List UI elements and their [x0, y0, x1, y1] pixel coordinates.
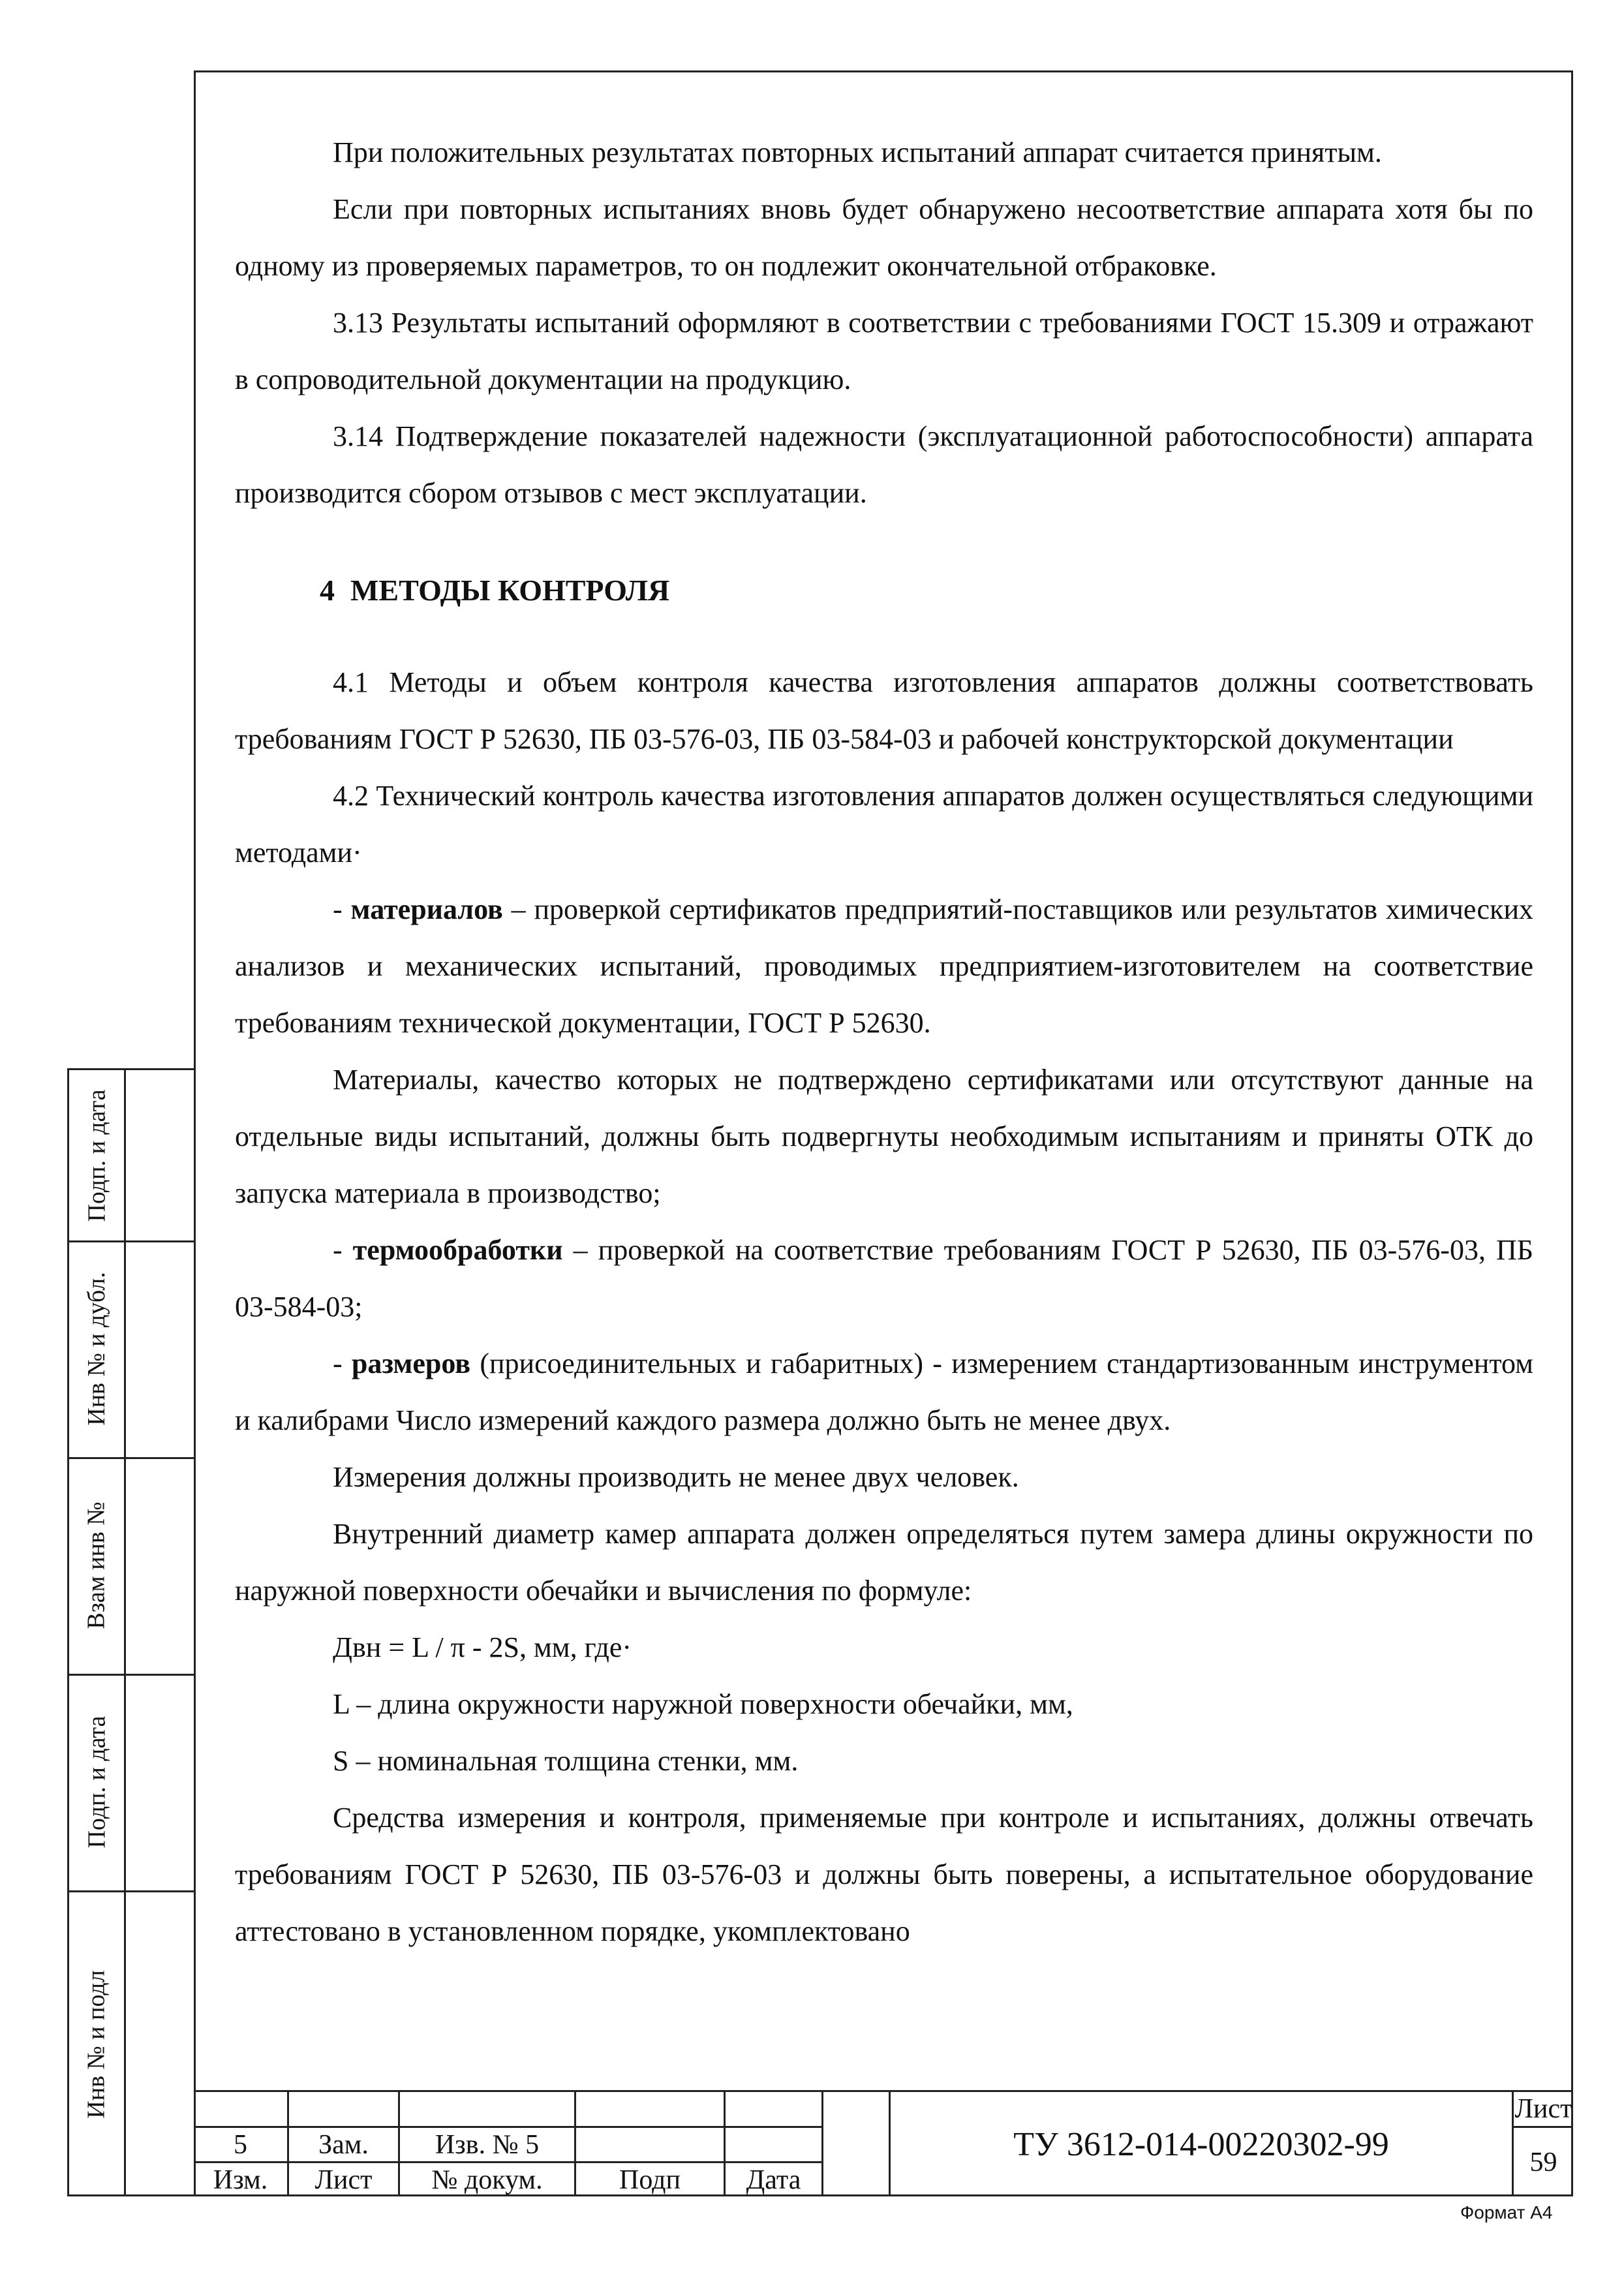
title-block [194, 2090, 1573, 2196]
side-label-sign-date-2: Подп. и дата [83, 1716, 111, 1849]
paragraph: Средства измерения и контроля, применяемые при контроле и испытаниях, должны отвечать требованиям ГОСТ Р 52630, ПБ 03-576-03 и должны быть поверены, а испытательное оборудование аттестовано в установленном порядке, укомплектовано [235, 1802, 1533, 1947]
side-label-dup-inventory: Инв № и дубл. [83, 1272, 110, 1426]
paragraph: 3.14 Подтверждение показателей надежности (эксплуатационной работоспособности) аппарата производится сбором отзывов с мест эксплуатации. [235, 420, 1533, 509]
section-title: МЕТОДЫ КОНТРОЛЯ [350, 574, 670, 607]
document-code: ТУ 3612-014-00220302-99 [889, 2090, 1512, 2196]
list-item-sizes: - размеров (присоединительных и габаритных) - измерением стандартизованным инструментом и калибрами Число измерений каждого размера должно быть не менее двух. [235, 1347, 1534, 1436]
side-label-sign-date-1: Подп. и дата [83, 1088, 111, 1222]
paragraph: Если при повторных испытаниях вновь будет обнаружено несоответствие аппарата хотя бы по одному из проверяемых параметров, то он подлежит окончательной отбраковке. [235, 193, 1533, 282]
format-label: Формат А4 [1460, 2202, 1553, 2223]
sheet-label: Лист [1512, 2090, 1573, 2126]
side-label-original-inventory: Инв № и подл [83, 1970, 111, 2119]
paragraph: Материалы, качество которых не подтверждено сертификатами или отсутствуют данные на отдельные виды испытаний, должны быть подвергнуты необходимым испытаниям и приняты ОТК до запуска материала в производство; [235, 1064, 1533, 1209]
paragraph: 4.2 Технический контроль качества изготовления аппаратов должен осуществляться следующими методами· [235, 780, 1533, 869]
rev-number: 5 [194, 2126, 289, 2161]
definition-L: L – длина окружности наружной поверхности обечайки, мм, [333, 1688, 1073, 1720]
rev-notice: Изв. № 5 [400, 2126, 576, 2161]
side-stamp-column [67, 1068, 194, 2196]
paragraph: Измерения должны производить не менее двух человек. [333, 1461, 1019, 1493]
section-number: 4 [320, 574, 335, 607]
formula: Двн = L / π - 2S, мм, где· [333, 1631, 632, 1663]
document-body [235, 124, 1533, 1960]
paragraph: 4.1 Методы и объем контроля качества изготовления аппаратов должны соответствовать требованиям ГОСТ Р 52630, ПБ 03-576-03, ПБ 03-584-03 и рабочей конструкторской документации [235, 666, 1533, 755]
header-document: № докум. [400, 2161, 576, 2196]
header-date: Дата [726, 2161, 823, 2196]
term-materials: материалов [350, 893, 503, 925]
paragraph: При положительных результатах повторных испытаний аппарат считается принятым. [333, 136, 1382, 168]
header-signature: Подп [576, 2161, 726, 2196]
term-sizes: размеров [351, 1347, 471, 1379]
list-item-materials: - материалов – проверкой сертификатов предприятий-поставщиков или результатов химических анализов и механических испытаний, проводимых предприятием-изготовителем на соответствие требованиям технической документации, ГОСТ Р 52630. [235, 893, 1533, 1039]
paragraph: Внутренний диаметр камер аппарата должен определяться путем замера длины окружности по наружной поверхности обечайки и вычисления по формуле: [235, 1518, 1533, 1607]
header-izm: Изм. [194, 2161, 289, 2196]
list-item-heat-treatment: - термообработки – проверкой на соответствие требованиям ГОСТ Р 52630, ПБ 03-576-03, ПБ 03-584-03; [235, 1234, 1534, 1323]
side-label-replaced-inventory: Взам инв № [83, 1501, 111, 1629]
header-list: Лист [289, 2161, 400, 2196]
sheet-number: 59 [1512, 2126, 1573, 2196]
definition-S: S – номинальная толщина стенки, мм. [333, 1745, 799, 1777]
section-heading [320, 562, 1533, 619]
rev-change: Зам. [289, 2126, 400, 2161]
term-heat-treatment: термообработки [352, 1234, 563, 1266]
paragraph: 3.13 Результаты испытаний оформляют в соответствии с требованиями ГОСТ 15.309 и отражают в сопроводительной документации на продукцию. [235, 307, 1533, 395]
